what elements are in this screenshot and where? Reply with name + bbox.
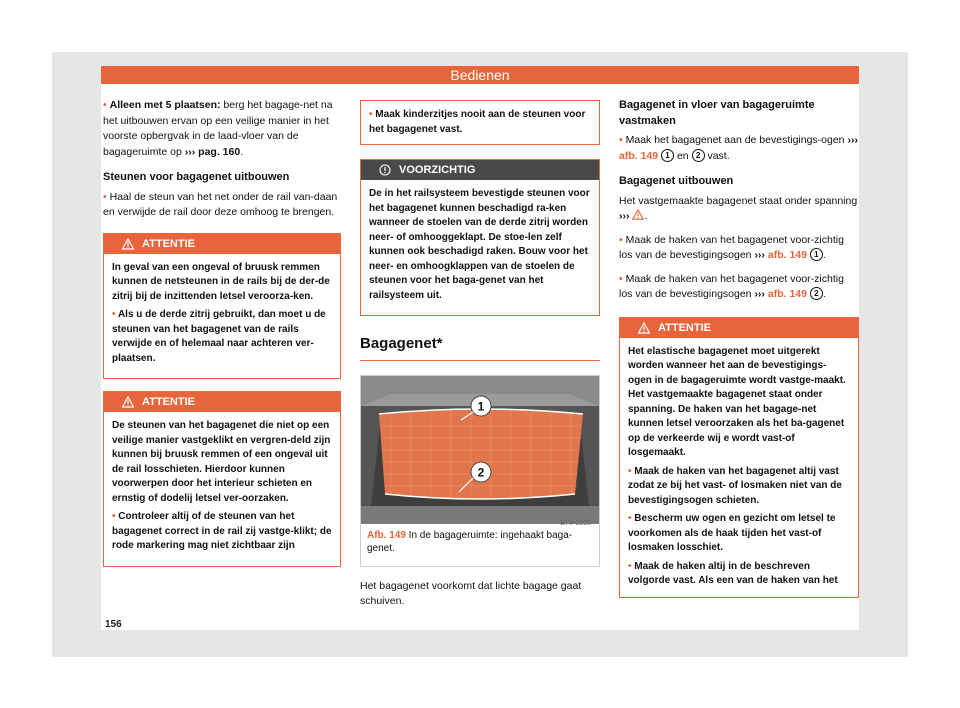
warning-text: Bescherm uw ogen en gezicht om letsel te voorkomen als de haak tijden het vast-of losmaken losschiet. [628, 513, 836, 553]
callout-number: 1 [661, 149, 674, 162]
warning-text: Maak kinderzitjes nooit aan de steunen voor het bagagenet vast. [369, 109, 586, 135]
caution-box [360, 159, 600, 316]
bullet-icon: • [628, 560, 632, 572]
child-seat-warning [360, 100, 600, 145]
paragraph-text: vast. [704, 149, 730, 162]
punctuation: . [644, 210, 648, 222]
paragraph-text: berg het bagage-net na het uitbouwen ervan op een veilige manier in het voorste opbergvak in de laad-vloer van de bagageruimte op [103, 99, 333, 158]
figure-callout-2: 2 [477, 465, 485, 479]
warning-box-3 [619, 317, 859, 598]
paragraph-text: Haal de steun van het net onder de rail van-daan en verwijde de rail door deze omhoog te brengen. [103, 190, 338, 218]
warning-text: In geval van een ongeval of bruusk remmen kunnen de netsteunen in de rails bij de der-de zitrij bij de inzittenden letsel veroorza-ken. [112, 261, 330, 302]
callout-number: 2 [810, 287, 823, 300]
warning-box-2 [103, 391, 341, 567]
warning-triangle-icon [122, 238, 134, 250]
bullet-icon: • [103, 99, 107, 111]
warning-text: Maak de haken van het bagagenet altij vast zodat ze bij het vast- of losmaken niet van de bevestigingsogen schieten. [628, 465, 842, 506]
bullet-icon: • [619, 272, 623, 285]
warning-text: Controleer altij of de steunen van het bagagenet correct in de rail zij vastge-klikt; de rode markering mag niet zichtbaar zijn [112, 511, 332, 551]
warning-bullet [112, 308, 332, 366]
warning-bullet [112, 510, 332, 554]
warning-text: De steunen van het bagagenet die niet op een veilige manier vastgeklikt en vergren-deld zijn kunnen bij bruusk remmen of een ongeval uit de rail losschieten. Hierdoor kunnen voorwerpen door het interieur schieten en ernstig of dodelij letsel ver-oorzaken. [112, 420, 331, 504]
page-header: Bedienen [101, 66, 859, 84]
paragraph-remove [103, 190, 341, 221]
caution-body [361, 180, 599, 315]
luggage-net-illustration [361, 376, 599, 524]
caution-text: De in het railsysteem bevestigde steunen voor het bagagenet kunnen beschadigd ra-ken wanneer de stoelen van de derde zitrij worden neer- of omhooggeklapt. De stoe-len zelf kunnen ook beschadigd raken. Bouw voor het neer- en omhoogklappen van de stoelen de steunen voor het baga-genet van het railsysteem uit. [369, 188, 590, 301]
paragraph-tension [619, 194, 859, 225]
bullet-icon: • [369, 109, 373, 120]
warning-bullet [628, 560, 850, 589]
warning-text: Maak de haken altij in de beschreven volgorde vast. Als een van de haken van het [628, 560, 838, 586]
figure-149 [360, 375, 600, 567]
warning-triangle-icon [122, 396, 134, 408]
bullet-icon: • [619, 134, 623, 146]
column-2 [360, 98, 600, 618]
paragraph-text: en [674, 149, 692, 162]
figure-code: B7V-0950 [560, 519, 591, 527]
paragraph-text: Maak het bagagenet aan de bevestigings-ogen [625, 134, 848, 146]
bullet-icon: • [628, 465, 632, 477]
figure-reference[interactable]: afb. 149 [619, 149, 659, 162]
paragraph-attach [619, 133, 859, 164]
callout-number: 2 [692, 149, 705, 162]
caution-circle-icon [379, 164, 391, 176]
paragraph-text: Maak de haken van het bagagenet voor-zichtig los van de bevestigingsogen [619, 272, 844, 300]
punctuation: . [240, 145, 244, 158]
figure-reference[interactable]: afb. 149 [764, 249, 807, 261]
callout-number: 1 [810, 248, 823, 261]
paragraph-net: Het bagagenet voorkomt dat lichte bagage gaat schuiven. [360, 579, 582, 607]
caution-title: VOORZICHTIG [399, 164, 476, 176]
bullet-icon: • [112, 511, 116, 522]
warning-triangle-icon [638, 322, 650, 334]
heading-uitbouwen-net: Bagagenet uitbouwen [619, 175, 734, 187]
bullet-icon: • [112, 309, 116, 320]
caution-header [361, 160, 599, 180]
page-number: 156 [105, 619, 122, 630]
warning-body [620, 338, 858, 597]
warning-text: Als u de derde zitrij gebruikt, dan moet u de steunen van het bagagenet van de rails verwijde en of helemaal naar achteren ver-plaatsen. [112, 309, 326, 364]
warning-title: ATTENTIE [142, 396, 195, 408]
caption-text: In de bagageruimte: ingehaakt baga-genet. [367, 529, 573, 554]
warning-box-1 [103, 233, 341, 380]
paragraph-text: Het vastgemaakte bagagenet staat onder spanning [619, 194, 858, 207]
heading-vastmaken: Bagagenet in vloer van bagageruimte vastmaken [619, 99, 815, 127]
bullet-icon: • [628, 513, 632, 524]
bullet-icon: • [619, 233, 623, 246]
warning-bullet [628, 465, 850, 509]
warning-text: Het elastische bagagenet moet uitgerekt worden wanneer het aan de bevestigings-ogen in de bagageruimte wordt vastge-maakt. Het vastgemaakte bagagenet staat onder spanning. De haken van het bagage-net kunnen letsel veroorzaken als het ba-gagenet op de verkeerde wij e wordt vast-of losgemaakt. [628, 345, 846, 458]
paragraph-text: Maak de haken van het bagagenet voor-zichtig los van de bevestigingsogen [619, 233, 844, 261]
arrow-icon: ››› [847, 134, 858, 146]
paragraph-release-1 [619, 233, 859, 264]
warning-bullet [628, 512, 850, 556]
arrow-icon: ››› [184, 145, 196, 158]
paragraph-storage [103, 98, 341, 160]
warning-header [104, 392, 340, 412]
warning-title: ATTENTIE [658, 321, 711, 334]
paragraph-lead: Alleen met 5 plaatsen: [109, 99, 221, 111]
caption-reference: Afb. 149 [367, 529, 406, 541]
heading-uitbouwen: Steunen voor bagagenet uitbouwen [103, 171, 290, 183]
column-1 [103, 98, 341, 577]
paragraph-release-2 [619, 272, 859, 303]
page-reference[interactable]: pag. 160 [195, 145, 241, 158]
warning-body [104, 412, 340, 566]
section-title: Bagagenet* [360, 336, 600, 361]
punctuation: . [822, 249, 826, 261]
warning-header [104, 234, 340, 254]
warning-body [104, 254, 340, 379]
figure-callout-1: 1 [477, 399, 485, 413]
figure-reference[interactable]: afb. 149 [764, 288, 807, 300]
warning-title: ATTENTIE [142, 237, 195, 250]
arrow-icon: ››› [754, 249, 765, 261]
arrow-icon: ››› [754, 288, 765, 300]
punctuation: . [822, 288, 826, 300]
arrow-icon: ››› [619, 210, 630, 222]
column-3 [619, 98, 859, 608]
warning-triangle-icon [632, 209, 644, 220]
warning-header [620, 318, 858, 338]
bullet-icon: • [103, 190, 107, 203]
